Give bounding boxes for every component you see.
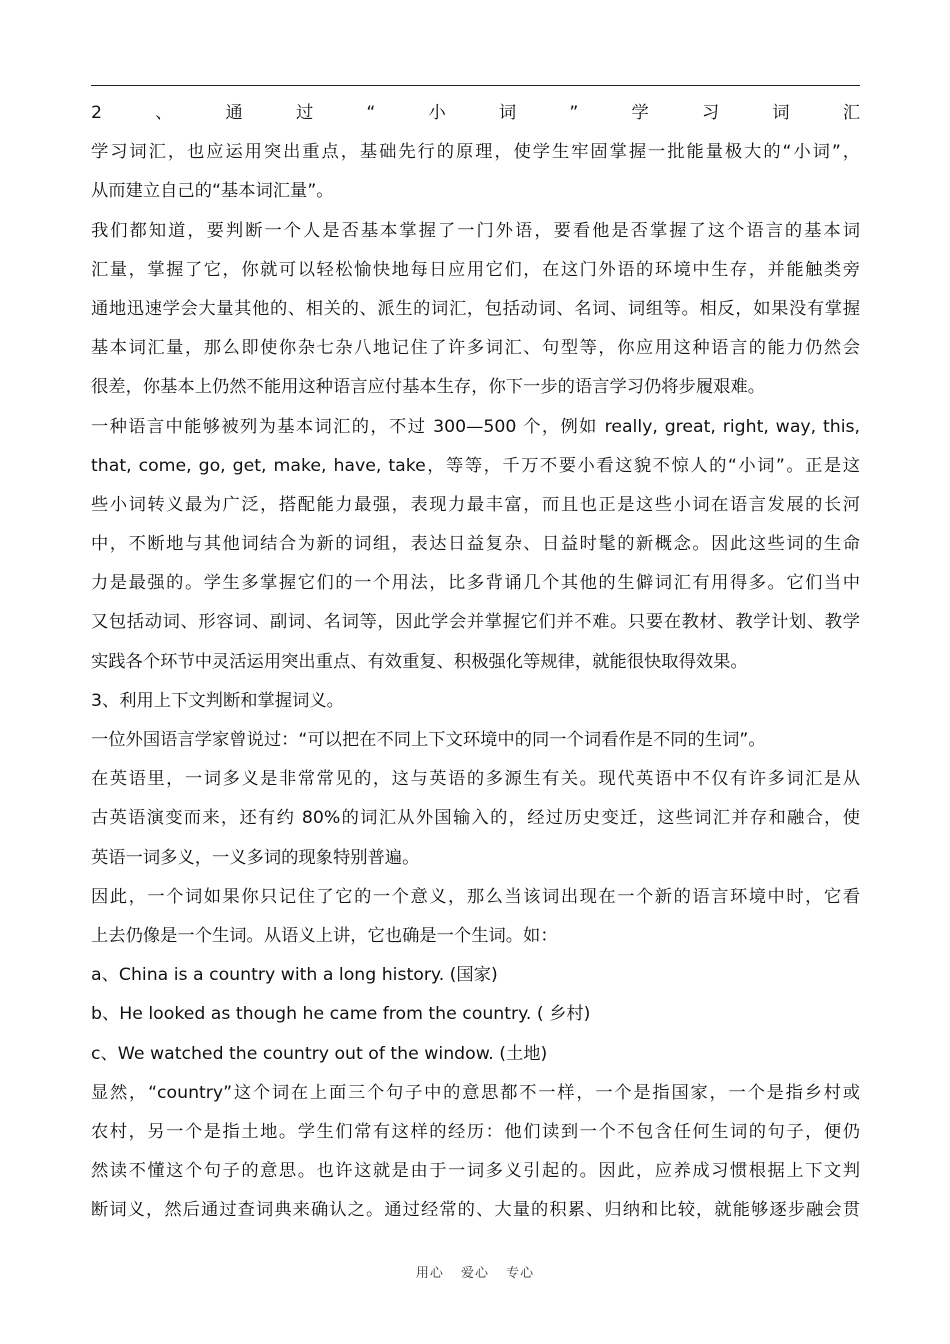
body-line: 古英语演变而来，还有约 80%的词汇从外国输入的，经过历史变迁，这些词汇并存和融合，使	[91, 808, 860, 829]
body-line: 从而建立自己的“基本词汇量”。	[91, 181, 334, 202]
heading-section-2: 2、通过“小词”学习词汇	[91, 103, 860, 123]
body-line: 农村，另一个是指土地。学生们常有这样的经历：他们读到一个不包含任何生词的句子，便仍	[91, 1121, 860, 1142]
body-line: 汇量，掌握了它，你就可以轻松愉快地每日应用它们，在这门外语的环境中生存，并能触类旁	[91, 259, 860, 280]
body-line: 一位外国语言学家曾说过：“可以把在不同上下文环境中的同一个词看作是不同的生词”。	[91, 730, 766, 750]
example-sentence-b: b、He looked as though he came from the country. ( 乡村)	[91, 1004, 591, 1025]
body-line: that, come, go, get, make, have, take，等等，千万不要小看这貌不惊人的“小词”。正是这	[91, 455, 860, 476]
body-line: 一种语言中能够被列为基本词汇的，不过 300—500 个，例如 really, great, right, way, this,	[91, 416, 860, 437]
body-line: 我们都知道，要判断一个人是否基本掌握了一门外语，要看他是否掌握了这个语言的基本词	[91, 220, 860, 241]
body-line: 很差，你基本上仍然不能用这种语言应付基本生存，你下一步的语言学习仍将步履艰难。	[91, 377, 765, 398]
body-line: 实践各个环节中灵活运用突出重点、有效重复、积极强化等规律，就能很快取得效果。	[91, 651, 748, 672]
body-line: 上去仍像是一个生词。从语义上讲，它也确是一个生词。如：	[91, 925, 558, 946]
header-rule	[91, 85, 860, 86]
heading-section-3: 3、利用上下文判断和掌握词义。	[91, 690, 344, 711]
body-line: 力是最强的。学生多掌握它们的一个用法，比多背诵几个其他的生僻词汇有用得多。它们当中	[91, 573, 860, 594]
body-line: 中，不断地与其他词结合为新的词组，表达日益复杂、日益时髦的新概念。因此这些词的生命	[91, 534, 860, 555]
body-line: 基本词汇量，那么即使你杂七杂八地记住了许多词汇、句型等，你应用这种语言的能力仍然会	[91, 338, 860, 359]
page-footer: 用心 爱心 专心	[415, 1266, 535, 1281]
body-line: 些小词转义最为广泛，搭配能力最强，表现力最丰富，而且也正是这些小词在语言发展的长河	[91, 494, 860, 515]
body-line: 通地迅速学会大量其他的、相关的、派生的词汇，包括动词、名词、词组等。相反，如果没有掌握	[91, 298, 860, 319]
body-line: 因此，一个词如果你只记住了它的一个意义，那么当该词出现在一个新的语言环境中时，它看	[91, 886, 860, 907]
body-line: 英语一词多义，一义多词的现象特别普遍。	[91, 847, 420, 868]
example-sentence-c: c、We watched the country out of the window. (土地)	[91, 1043, 548, 1064]
document-body	[91, 94, 860, 1230]
body-line: 学习词汇，也应运用突出重点，基础先行的原理，使学生牢固掌握一批能量极大的“小词”，	[91, 142, 860, 163]
body-line: 又包括动词、形容词、副词、名词等，因此学会并掌握它们并不难。只要在教材、教学计划、教学	[91, 612, 860, 633]
body-line: 断词义，然后通过查词典来确认之。通过经常的、大量的积累、归纳和比较，就能够逐步融会贯	[91, 1200, 860, 1221]
body-line: 显然，“country”这个词在上面三个句子中的意思都不一样，一个是指国家，一个是指乡村或	[91, 1082, 860, 1103]
body-line: 然读不懂这个句子的意思。也许这就是由于一词多义引起的。因此，应养成习惯根据上下文判	[91, 1161, 860, 1182]
body-line: 在英语里，一词多义是非常常见的，这与英语的多源生有关。现代英语中不仅有许多词汇是从	[91, 769, 860, 790]
example-sentence-a: a、China is a country with a long history. (国家)	[91, 965, 498, 986]
